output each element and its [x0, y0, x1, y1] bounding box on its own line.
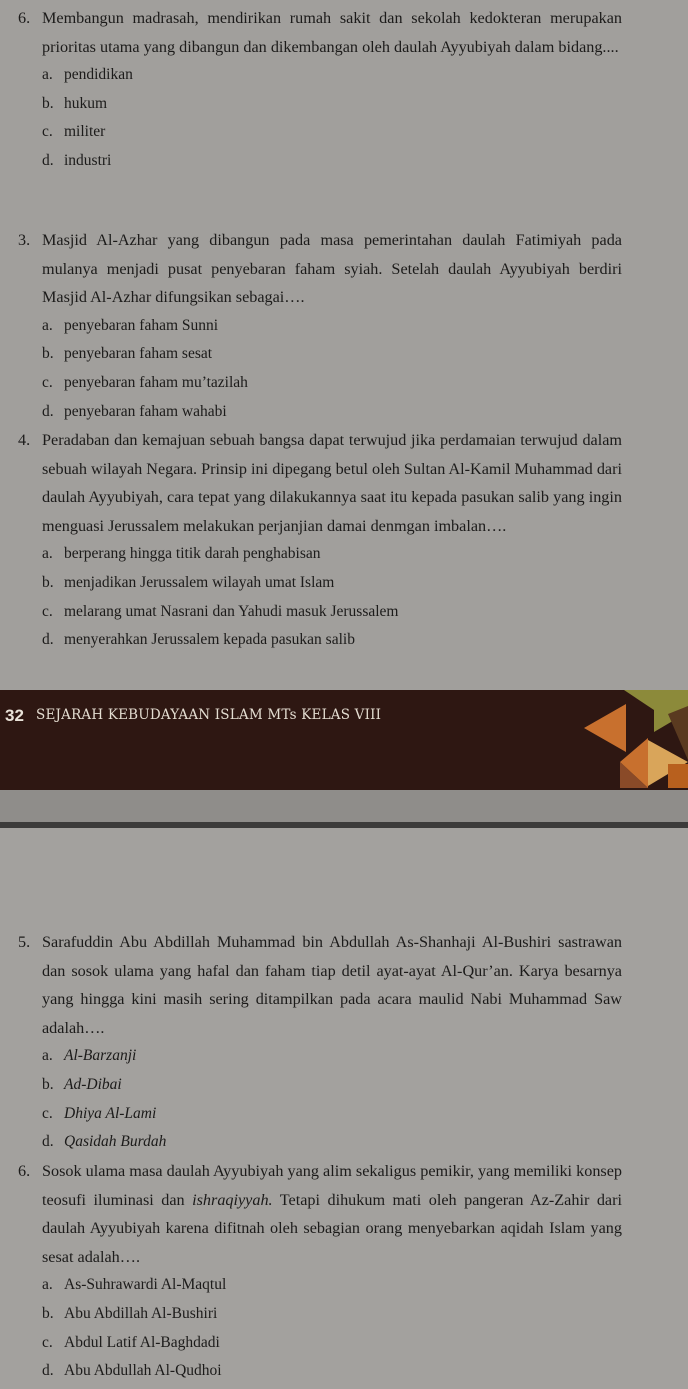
question-number: 6.: [18, 1162, 31, 1180]
option-a[interactable]: a. Al-Barzanji: [42, 1047, 137, 1065]
option-c[interactable]: c. penyebaran faham mu’tazilah: [42, 373, 248, 391]
question-number: 6.: [18, 9, 31, 27]
options-list: [18, 312, 622, 426]
option-d[interactable]: d. industri: [42, 151, 112, 169]
option-b[interactable]: b. hukum: [42, 94, 108, 112]
option-b[interactable]: b. Abu Abdillah Al-Bushiri: [42, 1304, 218, 1322]
option-d[interactable]: d. Qasidah Burdah: [42, 1133, 167, 1151]
option-a[interactable]: a. pendidikan: [42, 66, 133, 84]
options-list: [18, 61, 622, 175]
question-text: Sosok ulama masa daulah Ayyubiyah yang alim sekaligus pemikir, yang memiliki konsep teosufi iluminasi dan ishraqiyyah. Tetapi dihukum mati oleh pangeran Az-Zahir dari daulah Ayyubiyah karena difitnah oleh sebagian orang menyebarkan aqidah Islam yang sesat adalah….: [42, 1162, 622, 1266]
option-b[interactable]: b. penyebaran faham sesat: [42, 345, 213, 363]
question-3: [18, 226, 622, 426]
option-d[interactable]: d. penyebaran faham wahabi: [42, 402, 227, 420]
option-c[interactable]: c. Dhiya Al-Lami: [42, 1104, 157, 1122]
option-c[interactable]: c. melarang umat Nasrani dan Yahudi masuk Jerussalem: [42, 602, 399, 620]
option-c[interactable]: c. Abdul Latif Al-Baghdadi: [42, 1333, 220, 1351]
question-number: 3.: [18, 231, 31, 249]
option-d[interactable]: d. menyerahkan Jerussalem kepada pasukan salib: [42, 631, 355, 649]
option-a[interactable]: a. berperang hingga titik darah penghabisan: [42, 545, 321, 563]
options-list: [18, 1271, 622, 1385]
question-number: 5.: [18, 933, 31, 951]
question-4: [18, 426, 622, 655]
question-text: Peradaban dan kemajuan sebuah bangsa dapat terwujud jika perdamaian terwujud dalam sebuah wilayah Negara. Prinsip ini dipegang betul oleh Sultan Al-Kamil Muhammad dari daulah Ayyubiyah, cara tepat yang dilakukannya saat itu kepada pasukan salib yang ingin menguasi Jerussalem melakukan perjanjian damai denmgan imbalan….: [42, 431, 622, 535]
italic-term: ishraqiyyah.: [192, 1190, 273, 1209]
question-6-top: [18, 4, 622, 176]
book-title: SEJARAH KEBUDAYAAN ISLAM MTs KELAS VIII: [36, 707, 382, 723]
option-a[interactable]: a. As-Suhrawardi Al-Maqtul: [42, 1276, 227, 1294]
question-6-bottom: [18, 1157, 622, 1386]
triangle-ornament-icon: [584, 690, 688, 790]
option-d[interactable]: d. Abu Abdullah Al-Qudhoi: [42, 1362, 222, 1380]
options-list: [18, 540, 622, 654]
question-text: Masjid Al-Azhar yang dibangun pada masa pemerintahan daulah Fatimiyah pada mulanya menjadi pusat penyebaran faham syiah. Setelah daulah Ayyubiyah berdiri Masjid Al-Azhar difungsikan sebagai….: [42, 231, 622, 307]
options-list: [18, 1042, 622, 1156]
question-5: [18, 928, 622, 1157]
page-divider: [0, 822, 688, 828]
option-b[interactable]: b. menjadikan Jerussalem wilayah umat Islam: [42, 573, 335, 591]
question-number: 4.: [18, 431, 31, 449]
option-c[interactable]: c. militer: [42, 123, 106, 141]
page-footer: [0, 690, 688, 790]
question-text: Membangun madrasah, mendirikan rumah sakit dan sekolah kedokteran merupakan prioritas utama yang dibangun dan dikembangan oleh daulah Ayyubiyah dalam bidang....: [42, 9, 622, 56]
page-number: 32: [5, 706, 24, 725]
question-text: Sarafuddin Abu Abdillah Muhammad bin Abdullah As-Shanhaji Al-Bushiri sastrawan dan sosok ulama yang hafal dan faham tiap detil ayat-ayat Al-Qur’an. Karya besarnya yang hingga kini masih sering ditampilkan pada acara maulid Nabi Muhammad Saw adalah….: [42, 933, 622, 1037]
option-a[interactable]: a. penyebaran faham Sunni: [42, 316, 219, 334]
option-b[interactable]: b. Ad-Dibai: [42, 1075, 122, 1093]
